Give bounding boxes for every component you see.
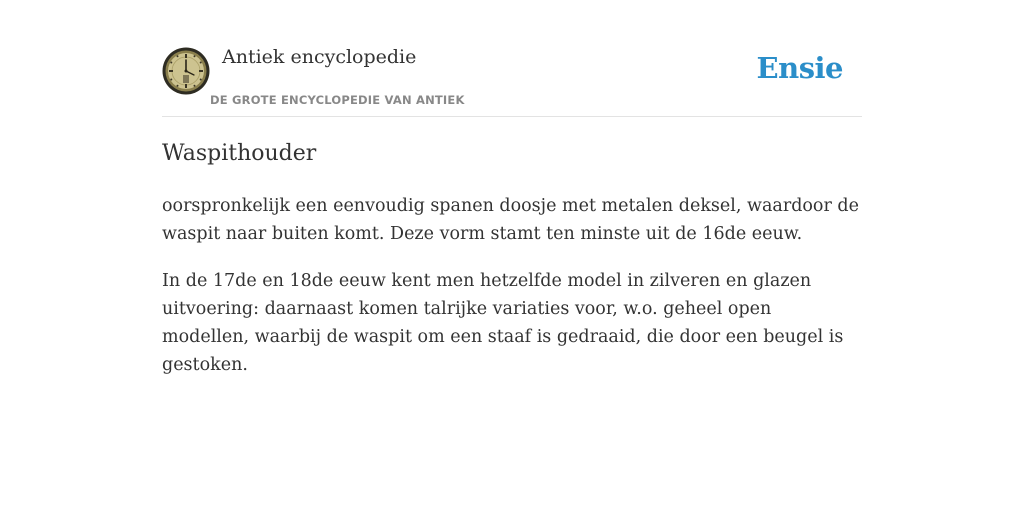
article-paragraph: In de 17de en 18de eeuw kent men hetzelfde model in zilveren en glazen uitvoering: daarnaast komen talrijke variaties voor, w.o. geheel open modellen, waarbij de waspit om een staaf is gedraaid, die door een beugel is gestoken. — [162, 271, 844, 375]
article-paragraph: oorspronkelijk een eenvoudig spanen doosje met metalen deksel, waardoor de waspit naar buiten komt. Deze vorm stamt ten minste uit de 16de eeuw. — [162, 196, 859, 244]
site-header — [162, 40, 862, 117]
article — [162, 138, 862, 379]
site-title[interactable]: Antiek encyclopedie — [222, 46, 417, 68]
site-tagline: DE GROTE ENCYCLOPEDIE VAN ANTIEK — [210, 93, 465, 107]
brand-logo-link[interactable]: Ensie — [756, 51, 843, 85]
antique-clock-icon[interactable] — [162, 47, 210, 95]
article-title: Waspithouder — [162, 141, 317, 166]
